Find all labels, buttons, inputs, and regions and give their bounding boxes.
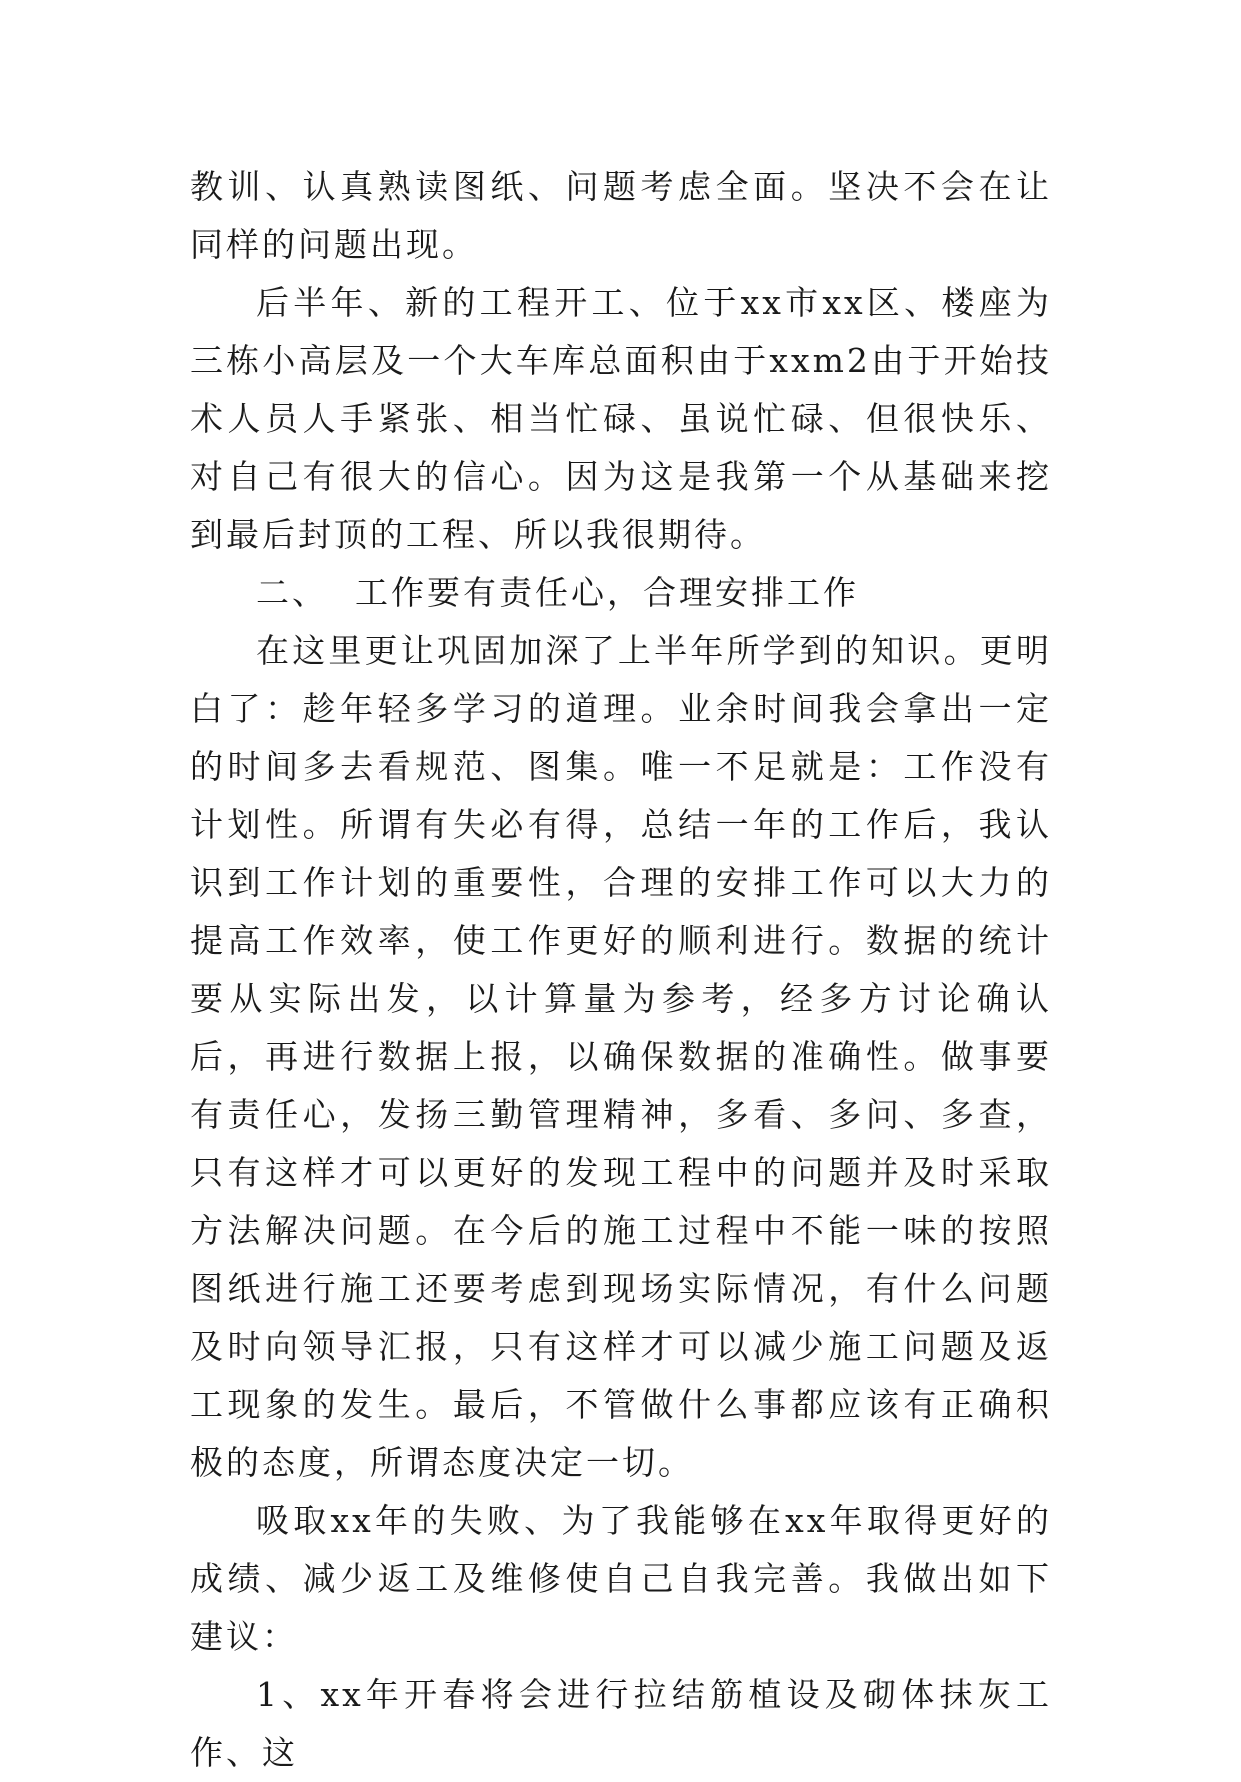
paragraph-suggestions-intro: 吸取xx年的失败、为了我能够在xx年取得更好的成绩、减少返工及维修使自己自我完善。我做出如下建议： xyxy=(190,1501,1052,1656)
section-heading-responsibility: 二、 工作要有责任心，合理安排工作 xyxy=(256,573,859,612)
paragraph-suggestion-1: 1、xx年开春将会进行拉结筋植设及砌体抹灰工作、这 xyxy=(190,1675,1052,1772)
paragraph-second-half-year: 后半年、新的工程开工、位于xx市xx区、楼座为三栋小高层及一个大车库总面积由于xxm2由于开始技术人员人手紧张、相当忙碌、虽说忙碌、但很快乐、对自己有很大的信心。因为这是我第一个从基础来挖到最后封顶的工程、所以我很期待。 xyxy=(190,283,1052,554)
paragraph-consolidation: 在这里更让巩固加深了上半年所学到的知识。更明白了：趁年轻多学习的道理。业余时间我会拿出一定的时间多去看规范、图集。唯一不足就是：工作没有计划性。所谓有失必有得，总结一年的工作后，我认识到工作计划的重要性，合理的安排工作可以大力的提高工作效率，使工作更好的顺利进行。数据的统计要从实际出发，以计算量为参考，经多方讨论确认后，再进行数据上报，以确保数据的准确性。做事要有责任心，发扬三勤管理精神，多看、多问、多查，只有这样才可以更好的发现工程中的问题并及时采取方法解决问题。在今后的施工过程中不能一味的按照图纸进行施工还要考虑到现场实际情况，有什么问题及时向领导汇报，只有这样才可以减少施工问题及返工现象的发生。最后，不管做什么事都应该有正确积极的态度，所谓态度决定一切。 xyxy=(190,631,1052,1482)
document-body xyxy=(190,158,1052,1782)
paragraph-continuation: 教训、认真熟读图纸、问题考虑全面。坚决不会在让同样的问题出现。 xyxy=(190,167,1052,264)
